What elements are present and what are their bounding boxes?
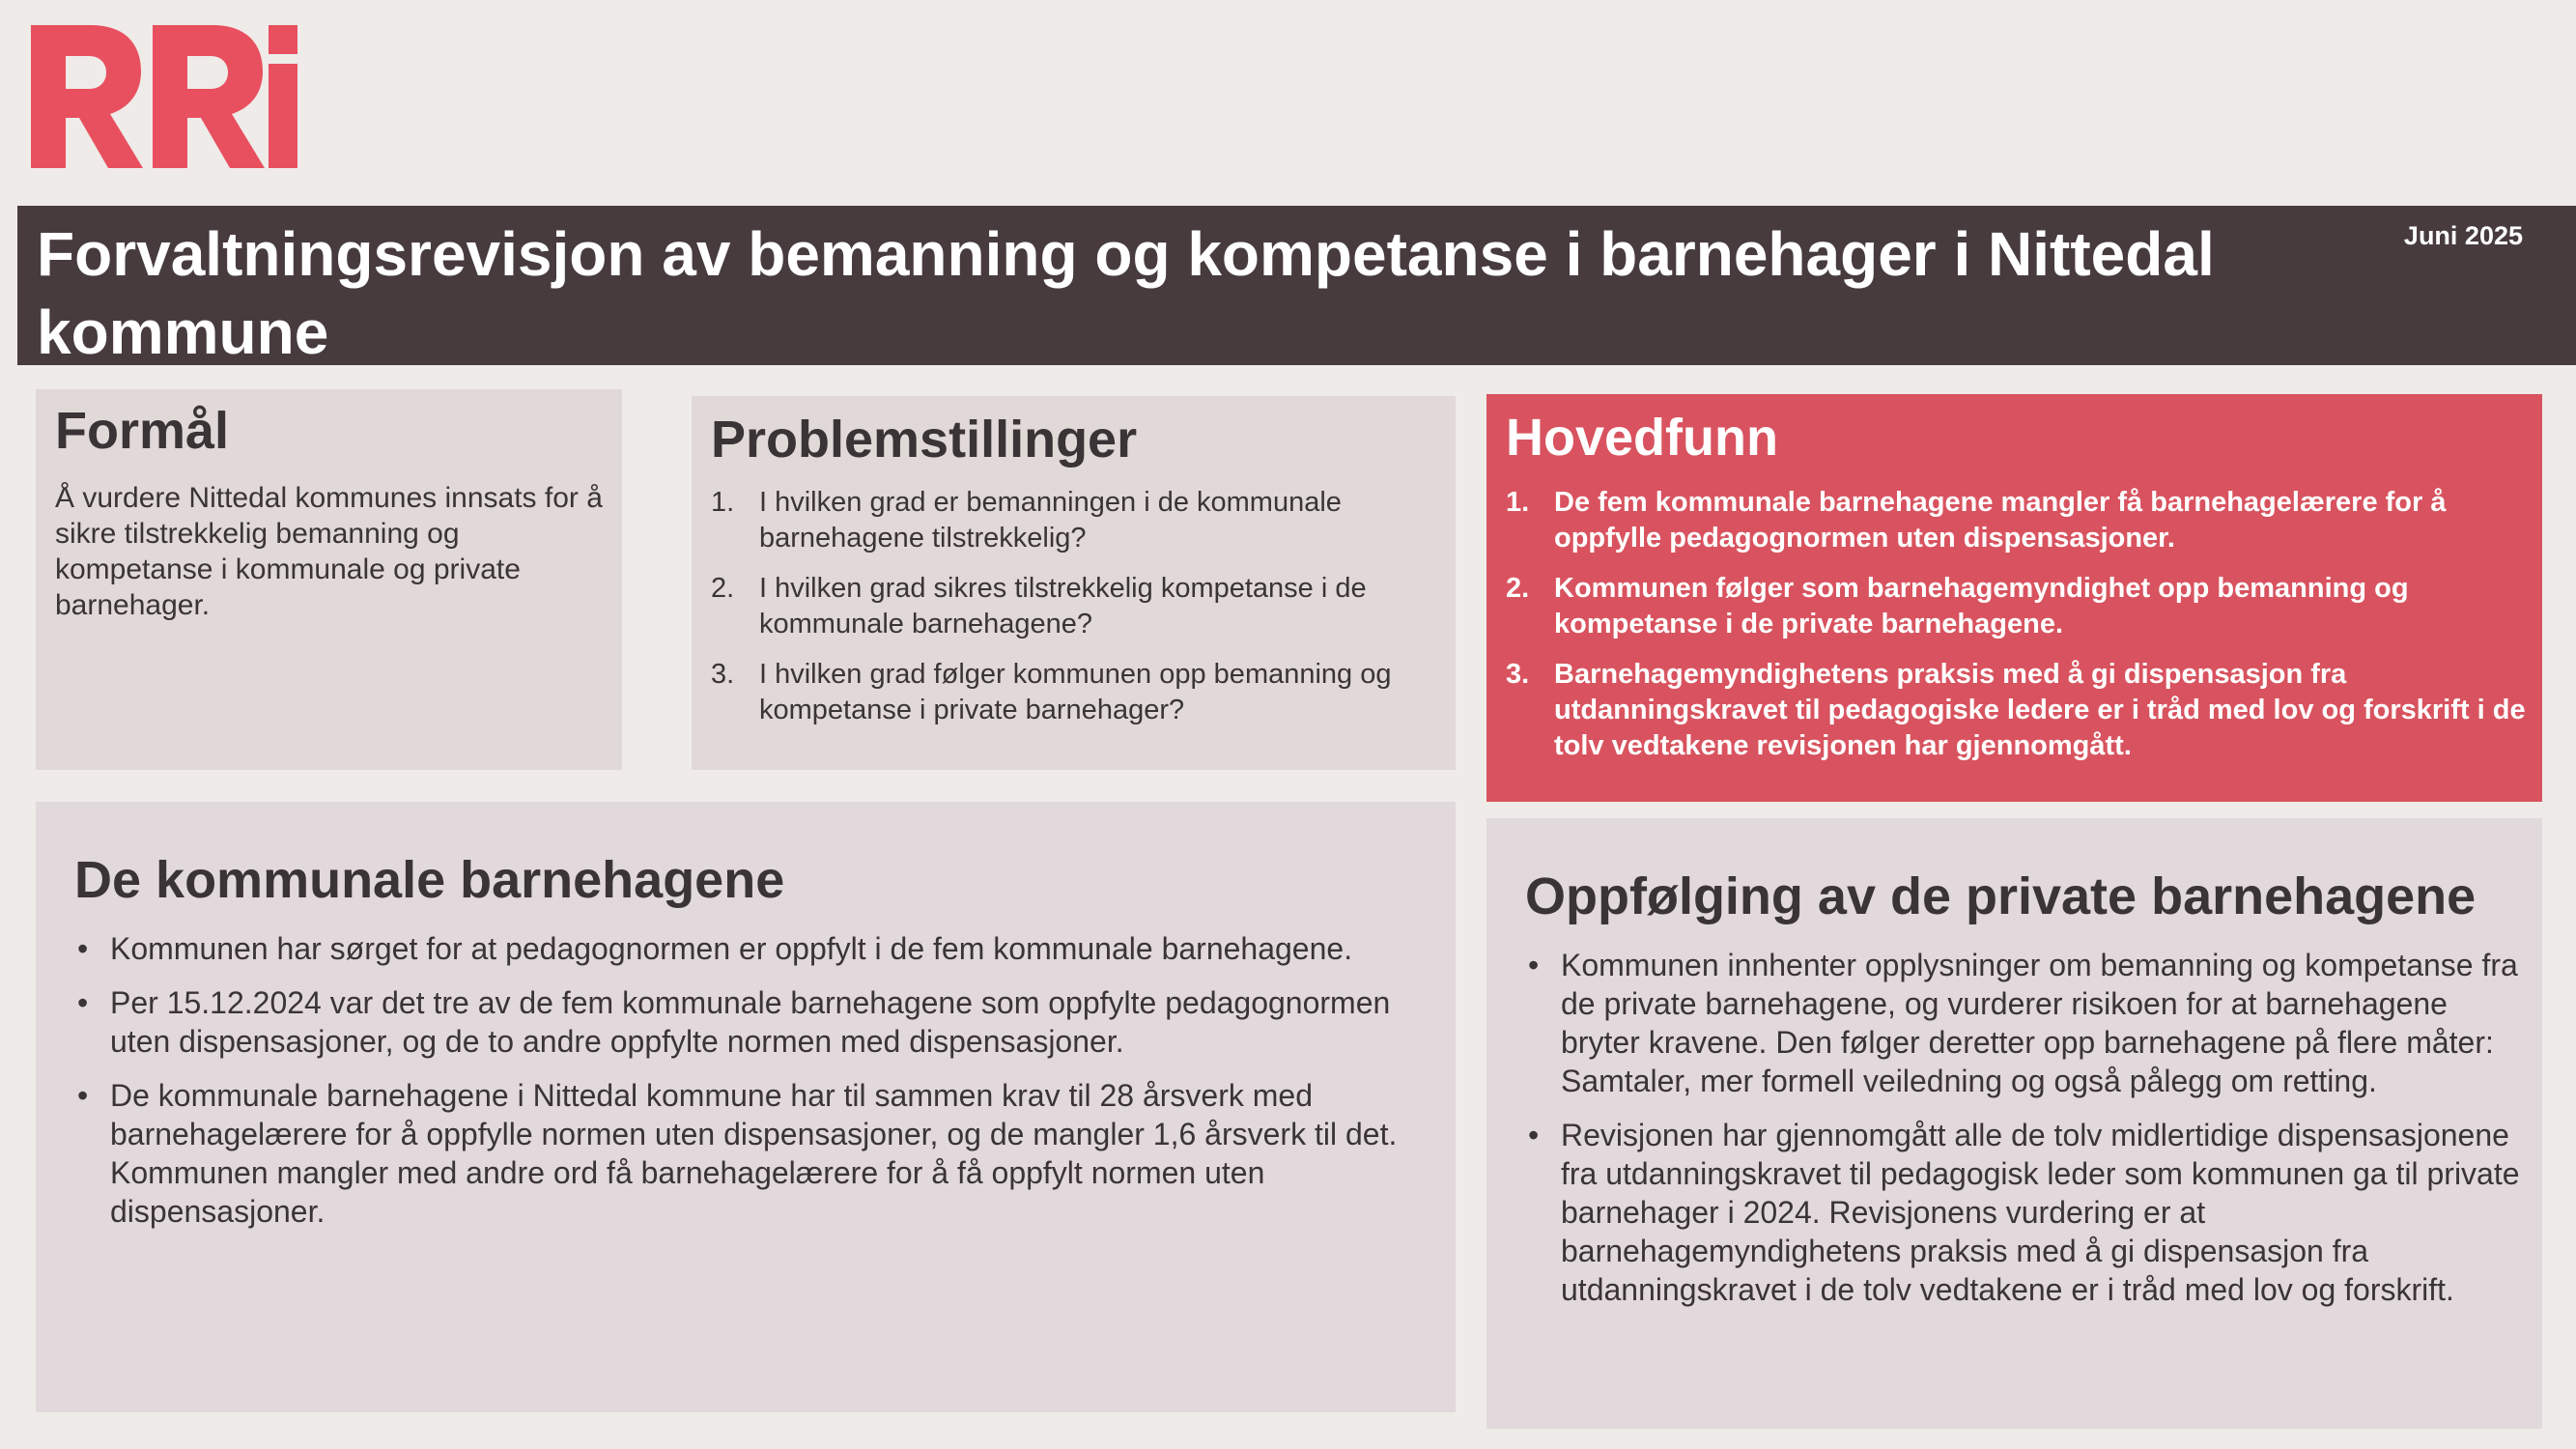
- hovedfunn-heading: Hovedfunn: [1506, 409, 1778, 467]
- formal-panel: [36, 389, 622, 770]
- list-item: [1506, 571, 2530, 642]
- list-number: 2.: [711, 573, 735, 604]
- problemstillinger-panel: [692, 396, 1456, 770]
- list-text: Barnehagemyndighetens praksis med å gi dispensasjon fra utdanningskravet til pedagogiske ledere er i tråd med lov og forskrift i de tolv vedtakene revisjonen har gjennomgått.: [1554, 659, 2526, 761]
- title-bar: [17, 206, 2576, 365]
- list-item: [711, 657, 1445, 728]
- kommunale-heading: De kommunale barnehagene: [74, 851, 785, 909]
- list-number: 1.: [711, 487, 735, 518]
- list-number: 3.: [711, 659, 735, 690]
- list-item: • Revisjonen har gjennomgått alle de tolv midlertidige dispensasjonene fra utdanningskravet til pedagogisk leder som kommunen ga til private barnehager i 2024. Revisjonens vurdering er at barnehagemyndighetens praksis med å gi dispensasjon fra utdanningskravet i de tolv vedtakene er i tråd med lov og forskrift.: [1525, 1116, 2530, 1309]
- list-text: I hvilken grad følger kommunen opp bemanning og kompetanse i private barnehager?: [759, 659, 1392, 725]
- list-item: • Per 15.12.2024 var det tre av de fem kommunale barnehagene som oppfylte pedagognormen uten dispensasjoner, og de to andre oppfylte normen med dispensasjoner.: [74, 983, 1446, 1061]
- list-item: [711, 571, 1445, 642]
- kommunale-list: [74, 929, 1446, 1246]
- hovedfunn-panel: [1486, 394, 2542, 802]
- formal-heading: Formål: [55, 402, 230, 460]
- problemstillinger-list: [711, 485, 1445, 743]
- private-list: [1525, 946, 2530, 1324]
- list-number: 3.: [1506, 659, 1530, 690]
- page-title: Forvaltningsrevisjon av bemanning og kompetanse i barnehager i Nittedal kommune: [37, 219, 2215, 367]
- list-item: [711, 485, 1445, 556]
- list-item: [1506, 657, 2530, 764]
- list-number: 2.: [1506, 573, 1530, 604]
- problemstillinger-heading: Problemstillinger: [711, 411, 1138, 469]
- private-panel: [1486, 818, 2542, 1429]
- hovedfunn-list: [1506, 485, 2530, 779]
- list-text: I hvilken grad er bemanningen i de kommunale barnehagene tilstrekkelig?: [759, 487, 1342, 554]
- formal-text: Å vurdere Nittedal kommunes innsats for å sikre tilstrekkelig bemanning og kompetanse i kommunale og private barnehager.: [55, 482, 603, 621]
- list-text: I hvilken grad sikres tilstrekkelig kompetanse i de kommunale barnehagene?: [759, 573, 1367, 639]
- list-text: Kommunen følger som barnehagemyndighet opp bemanning og kompetanse i de private barnehagene.: [1554, 573, 2409, 639]
- list-number: 1.: [1506, 487, 1530, 518]
- list-item: • Kommunen innhenter opplysninger om bemanning og kompetanse fra de private barnehagene, og vurderer risikoen for at barnehagene bryter kravene. Den følger deretter opp barnehagene på flere måter: Samtaler, mer formell veiledning og også pålegg om retting.: [1525, 946, 2530, 1100]
- list-item: [1506, 485, 2530, 556]
- list-text: De fem kommunale barnehagene mangler få barnehagelærere for å oppfylle pedagognormen uten dispensasjoner.: [1554, 487, 2447, 554]
- list-item: • De kommunale barnehagene i Nittedal kommune har til sammen krav til 28 årsverk med barnehagelærere for å oppfylle normen uten dispensasjoner, og de mangler 1,6 årsverk til det. Kommunen mangler med andre ord få barnehagelærere for å få oppfylt normen uten dispensasjoner.: [74, 1076, 1446, 1231]
- list-item: • Kommunen har sørget for at pedagognormen er oppfylt i de fem kommunale barnehagene.: [74, 929, 1446, 968]
- private-heading: Oppfølging av de private barnehagene: [1525, 867, 2477, 925]
- report-date: Juni 2025: [2403, 221, 2523, 250]
- rri-logo: [31, 25, 299, 172]
- kommunale-panel: [36, 802, 1456, 1412]
